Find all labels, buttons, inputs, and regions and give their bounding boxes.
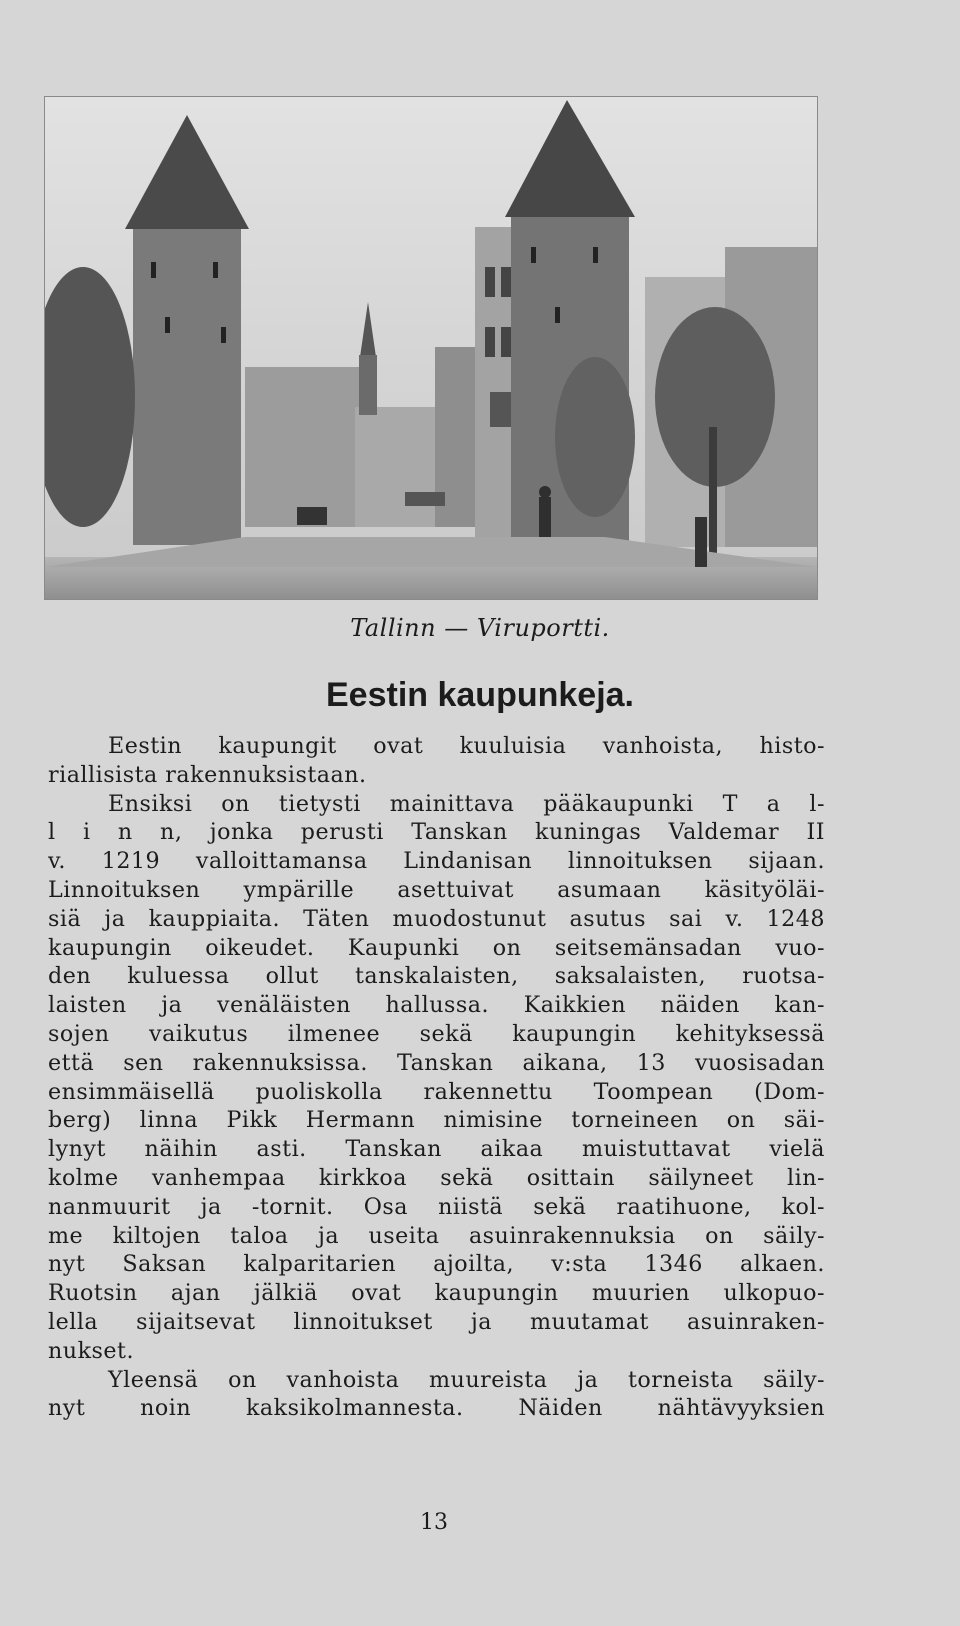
body-line: lynyt näihin asti. Tanskan aikaa muistuttavat vielä [48, 1136, 825, 1163]
body-line: nyt noin kaksikolmannesta. Näiden nähtävyyksien [48, 1395, 825, 1422]
body-line: nukset. [48, 1337, 135, 1364]
body-line: nyt Saksan kalparitarien ajoilta, v:sta 1346 alkaen. [48, 1251, 825, 1278]
page-number: 13 [420, 1510, 448, 1535]
caption-place: Tallinn [350, 614, 437, 642]
body-line: nanmuurit ja -tornit. Osa niistä sekä raatihuone, kol- [48, 1193, 825, 1220]
photo-caption [0, 614, 960, 642]
article-heading: Eestin kaupunkeja. [326, 676, 634, 714]
caption-subject: Viruportti. [476, 614, 610, 642]
body-line: kaupungin oikeudet. Kaupunki on seitsemänsadan vuo- [48, 934, 825, 961]
body-line: sojen vaikutus ilmenee sekä kaupungin kehityksessä [48, 1020, 825, 1047]
street-photo-illustration [45, 97, 817, 599]
body-line: siä ja kauppiaita. Täten muodostunut asutus sai v. 1248 [48, 905, 825, 932]
body-line: Eestin kaupungit ovat kuuluisia vanhoista, histo- [108, 733, 825, 759]
body-line: berg) linna Pikk Hermann nimisine torneineen on säi- [48, 1107, 825, 1134]
body-line: ensimmäisellä puoliskolla rakennettu Toompean (Dom- [48, 1078, 825, 1105]
body-line: että sen rakennuksissa. Tanskan aikana, 13 vuosisadan [48, 1049, 825, 1076]
body-line: Ruotsin ajan jälkiä ovat kaupungin muurien ulkopuo- [48, 1280, 825, 1307]
body-line: v. 1219 valloittamansa Lindanisan linnoituksen sijaan. [48, 848, 825, 875]
body-line: l i n n, jonka perusti Tanskan kuningas Valdemar II [48, 819, 825, 846]
body-line: lella sijaitsevat linnoitukset ja muutamat asuinraken- [48, 1308, 825, 1335]
body-line: me kiltojen taloa ja useita asuinrakennuksia on säily- [48, 1222, 825, 1249]
body-line: Ensiksi on tietysti mainittava pääkaupunki T a l- [108, 790, 825, 817]
photo-viru-gate [44, 96, 818, 600]
body-line: riallisista rakennuksistaan. [48, 761, 367, 788]
caption-dash: — [444, 614, 469, 642]
body-line: laisten ja venäläisten hallussa. Kaikkien näiden kan- [48, 992, 825, 1019]
body-line: den kuluessa ollut tanskalaisten, saksalaisten, ruotsa- [48, 963, 825, 990]
article-body [48, 732, 825, 1423]
body-line: Yleensä on vanhoista muureista ja torneista säily- [108, 1366, 825, 1393]
body-line: kolme vanhempaa kirkkoa sekä osittain säilyneet lin- [48, 1164, 825, 1191]
body-line: Linnoituksen ympärille asettuivat asumaan käsityöläi- [48, 876, 825, 903]
